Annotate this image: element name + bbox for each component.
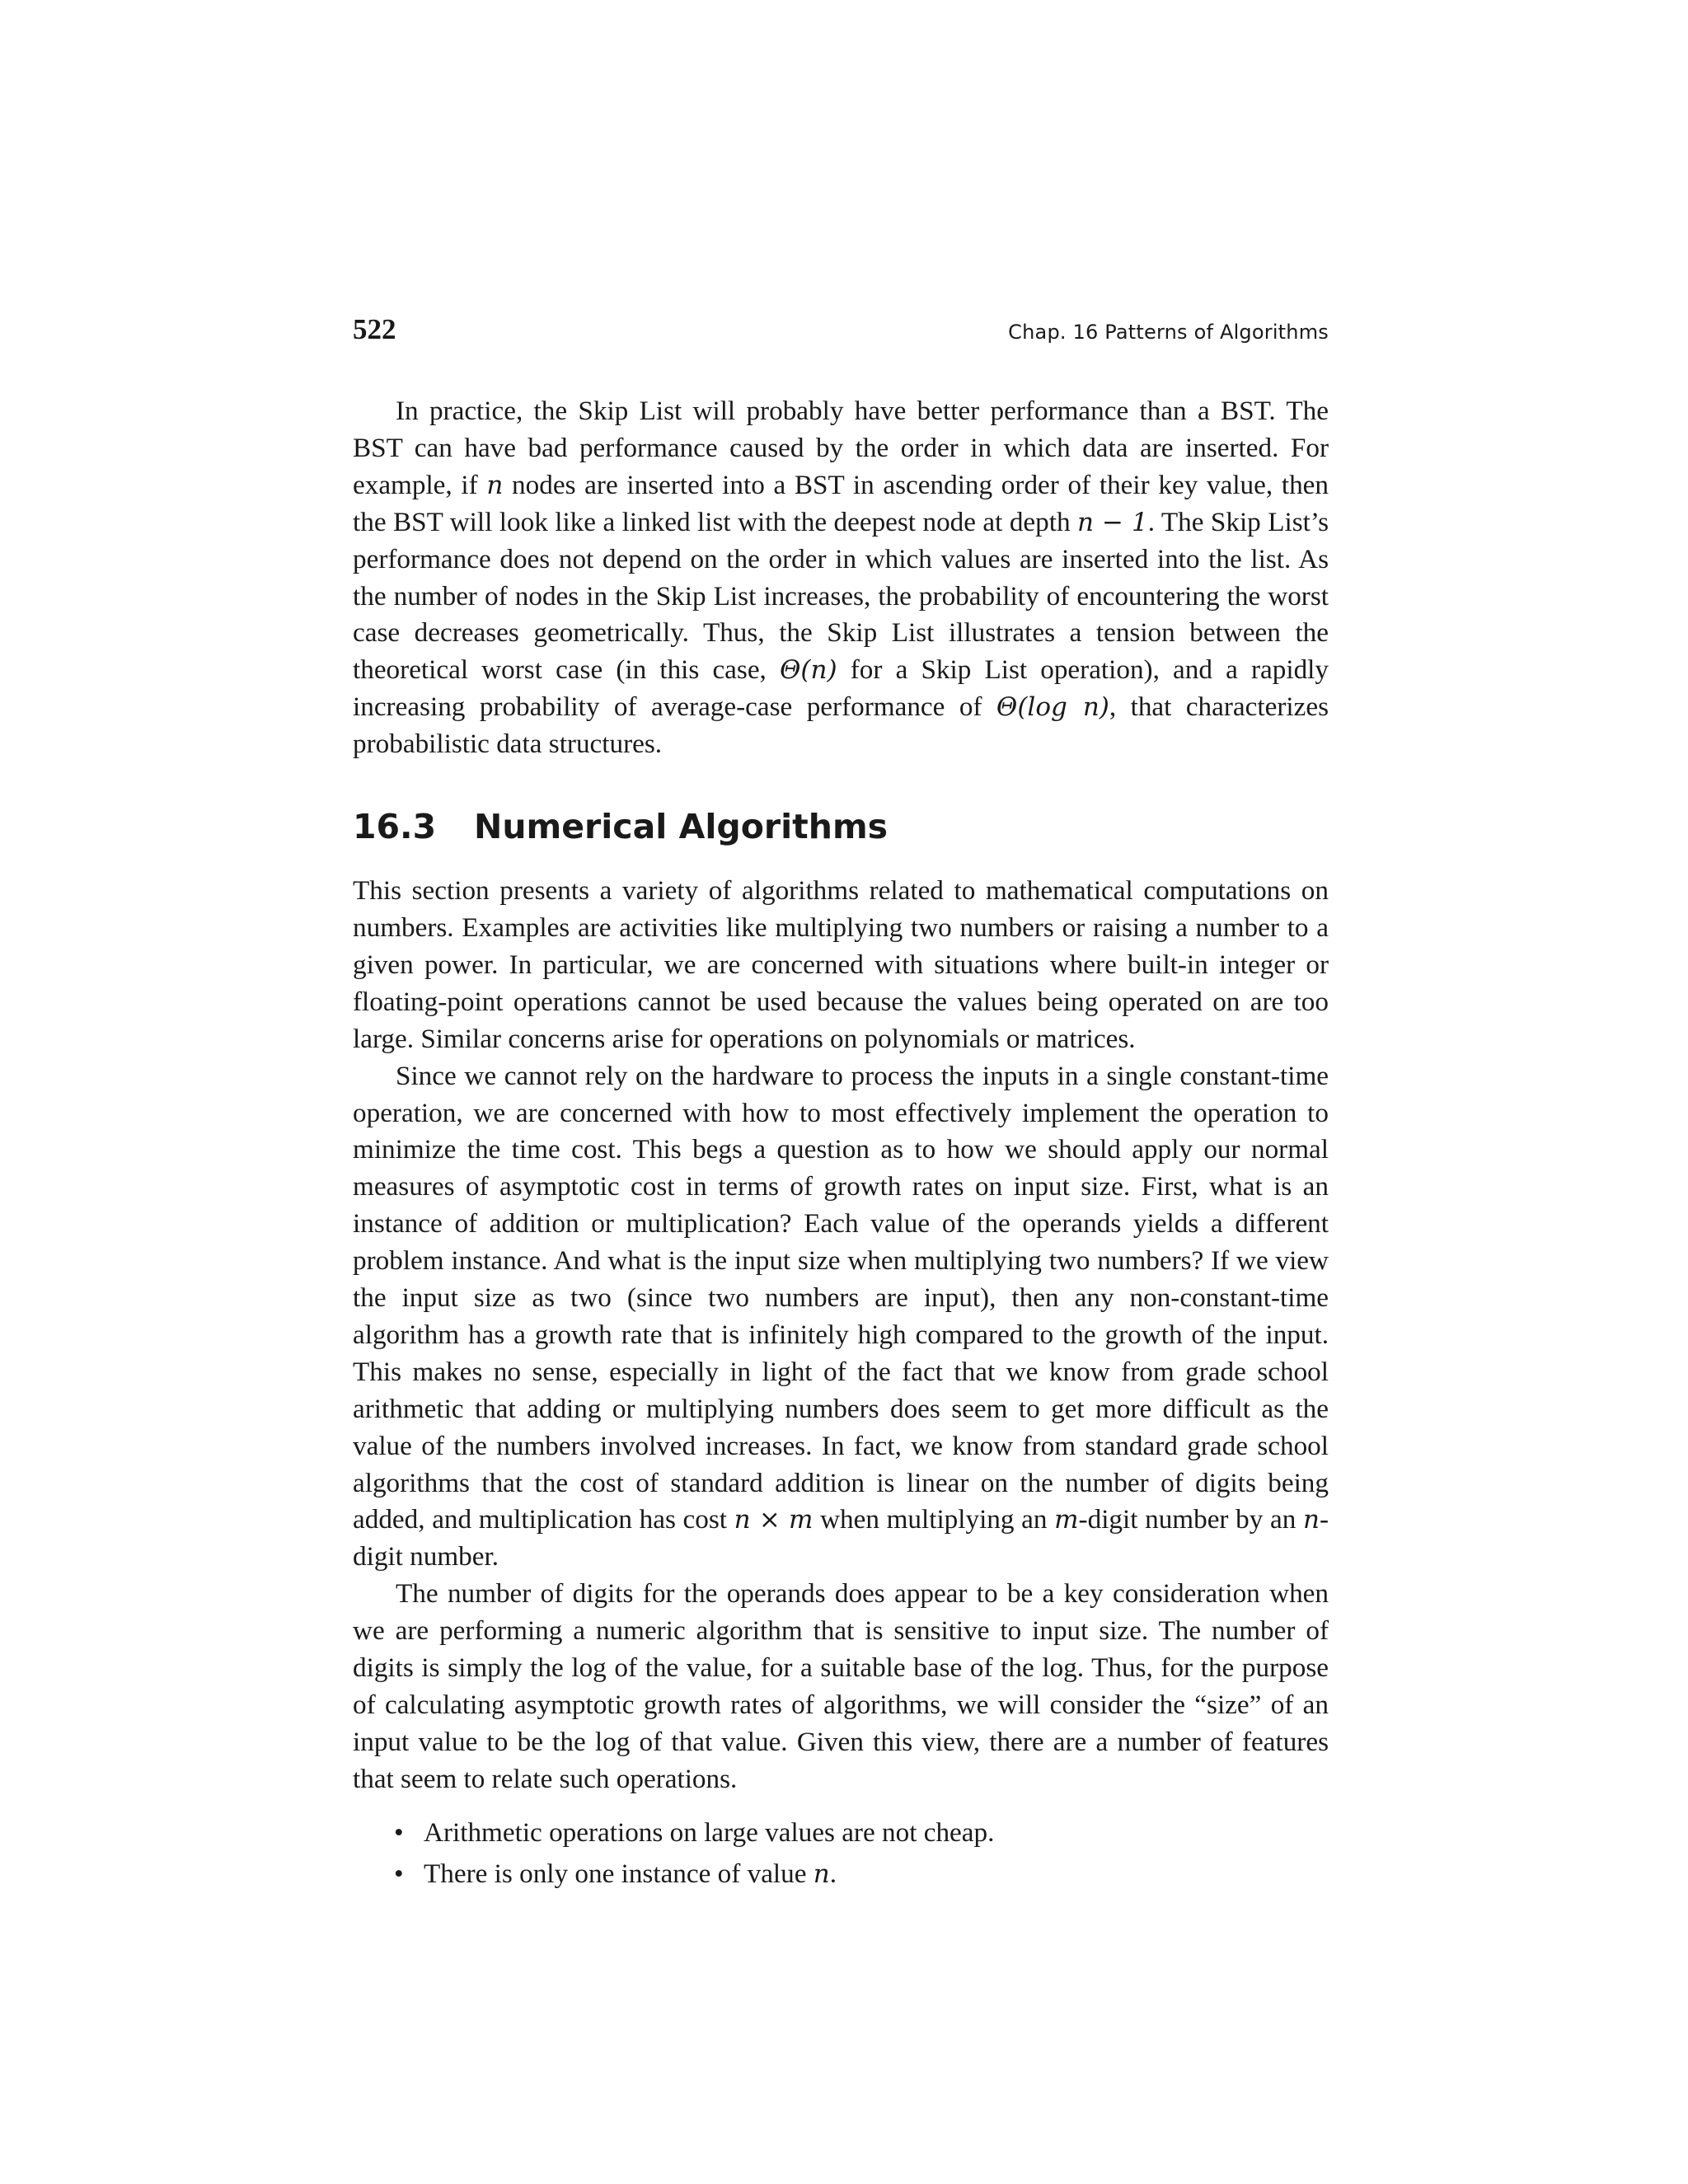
bullet-icon: • <box>394 1816 404 1848</box>
section-number: 16.3 <box>353 807 437 847</box>
chapter-title: Chap. 16 Patterns of Algorithms <box>1008 321 1329 344</box>
running-head <box>353 313 1329 354</box>
bullet-icon: • <box>394 1858 404 1889</box>
page-number: 522 <box>353 313 396 345</box>
paragraph-input-size: Since we cannot rely on the hardware to process the inputs in a single constant-time operation, we are concerned with how to most effectively implement the operation to minimize the time cost. This begs a question as to how we should apply our normal measures of asymptotic cost in terms of growth rates on input size. First, what is an instance of addition or multiplication? Each value of the operands yields a different problem instance. And what is the input size when multiplying two numbers? If we view the input size as two (since two numbers are input), then any non-constant-time algorithm has a growth rate that is infinitely high compared to the growth of the input. This makes no sense, especially in light of the fact that we know from grade school arithmetic that adding or multiplying numbers does seem to get more difficult as the value of the numbers involved increases. In fact, we know from standard grade school algorithms that the cost of standard addition is linear on the number of digits being added, and multiplication has cost n × m when multiplying an m-digit number by an n-digit number. <box>353 1060 1329 1572</box>
paragraph-skip-list-performance: In practice, the Skip List will probably have better performance than a BST. The BST can have bad performance caused by the order in which data are inserted. For example, if n nodes are inserted into a BST in ascending order of their key value, then the BST will look like a linked list with the deepest node at depth n − 1. The Skip List’s performance does not depend on the order in which values are inserted into the list. As the number of nodes in the Skip List increases, the probability of encountering the worst case decreases geometrically. Thus, the Skip List illustrates a tension between the theoretical worst case (in this case, Θ(n) for a Skip List operation), and a rapidly increasing probability of average-case performance of Θ(log n), that characterizes probabilistic data structures. <box>353 396 1329 760</box>
math-variable-n: n <box>1302 1505 1320 1535</box>
math-variable-n: n <box>486 470 504 500</box>
paragraph-number-of-digits: The number of digits for the operands does appear to be a key consideration when we are performing a numeric algorithm that is sensitive to input size. The number of digits is simply the log of the value, for a suitable base of the log. Thus, for the purpose of calculating asymptotic growth rates of algorithms, we will consider the “size” of an input value to be the log of that value. Given this view, there are a number of features that seem to relate such operations. <box>353 1578 1329 1794</box>
list-item: • Arithmetic operations on large values are not cheap. <box>353 1812 1329 1854</box>
math-theta-log-n: Θ(log n) <box>996 692 1109 723</box>
math-depth-expression: n − 1 <box>1077 507 1148 537</box>
book-page <box>353 313 1329 1895</box>
math-theta-n: Θ(n) <box>780 655 837 686</box>
feature-list <box>353 1812 1329 1895</box>
math-n-times-m: n × m <box>734 1505 814 1535</box>
list-item: • There is only one instance of value n. <box>353 1854 1329 1895</box>
section-heading <box>353 806 1329 847</box>
math-variable-n: n <box>813 1858 830 1889</box>
math-variable-m: m <box>1054 1505 1079 1535</box>
section-title: Numerical Algorithms <box>474 807 889 847</box>
paragraph-section-intro: This section presents a variety of algorithms related to mathematical computations on numbers. Examples are activities like multiplying two numbers or raising a number to a given power. In particular, we are concerned with situations where built-in integer or floating-point operations cannot be used because the values being operated on are too large. Similar concerns arise for operations on polynomials or matrices. <box>353 875 1329 1054</box>
